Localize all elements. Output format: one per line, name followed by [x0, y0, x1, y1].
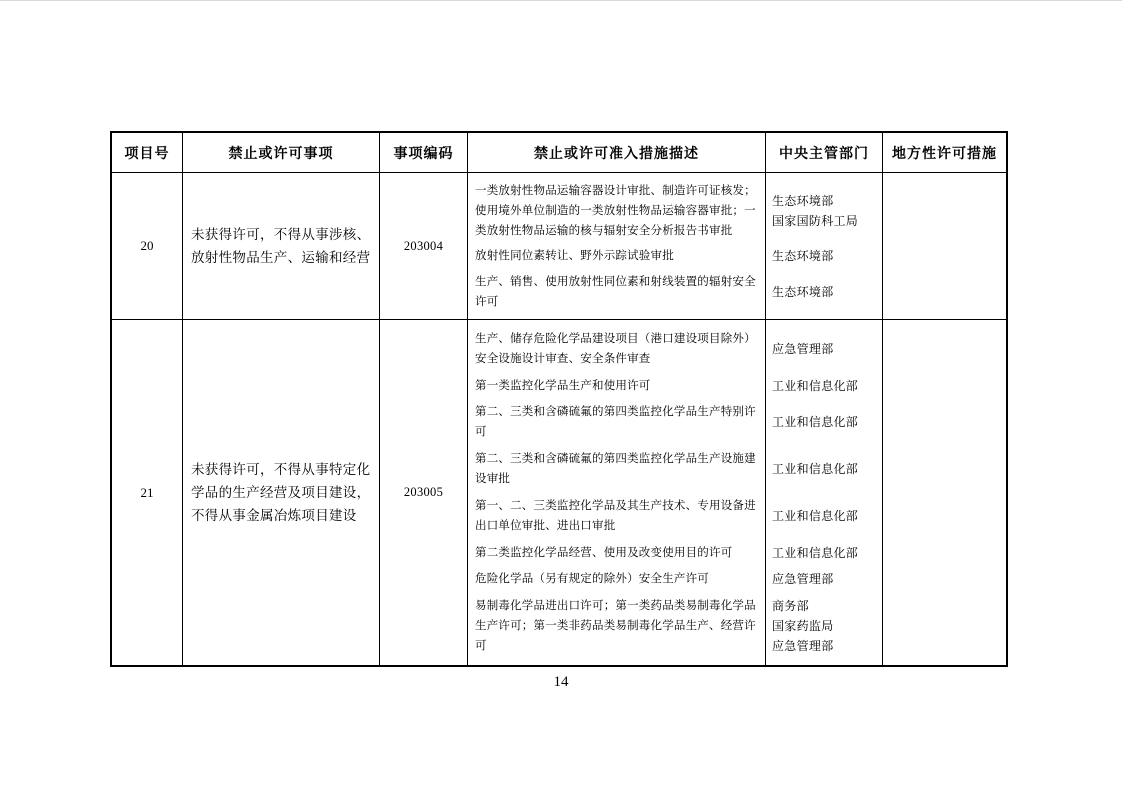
department-name: 工业和信息化部 — [772, 545, 859, 560]
cell-prohibited-item: 未获得许可，不得从事涉核、放射性物品生产、运输和经营 — [183, 173, 380, 319]
measure-description: 易制毒化学品进出口许可；第一类药品类易制毒化学品生产许可；第一类非药品类易制毒化学品生产、经营许可 — [475, 600, 756, 653]
measure-description: 第二、三类和含磷硫氟的第四类监控化学品生产特别许可 — [475, 406, 756, 439]
cell-item-number: 20 — [112, 173, 183, 319]
permit-items-table — [110, 131, 1008, 667]
cell-item-code: 203005 — [380, 320, 468, 665]
measure-departments — [766, 339, 882, 359]
table-row — [112, 172, 1006, 319]
header-item-code: 事项编码 — [380, 133, 468, 172]
department-name: 国家药监局 — [772, 619, 834, 634]
header-central-department: 中央主管部门 — [766, 133, 883, 172]
cell-item-code: 203004 — [380, 173, 468, 319]
department-name: 应急管理部 — [772, 639, 834, 654]
measure-description: 一类放射性物品运输容器设计审批、制造许可证核发；使用境外单位制造的一类放射性物品运输容器审批；一类放射性物品运输的核与辐射安全分析报告书审批 — [475, 184, 756, 237]
department-name: 工业和信息化部 — [772, 462, 859, 477]
measure-departments — [766, 282, 882, 302]
measure-departments — [766, 596, 882, 656]
cell-measures-and-departments — [468, 173, 883, 319]
header-item-number: 项目号 — [112, 133, 183, 172]
table-header-row — [112, 133, 1006, 172]
department-name: 工业和信息化部 — [772, 378, 859, 393]
measure-description: 第二、三类和含磷硫氟的第四类监控化学品生产设施建设审批 — [475, 453, 756, 486]
measure-row — [468, 246, 882, 266]
measure-departments — [766, 412, 882, 432]
measure-departments — [766, 191, 882, 231]
measure-description: 放射性同位素转让、野外示踪试验审批 — [475, 250, 674, 262]
department-name: 应急管理部 — [772, 341, 834, 356]
department-name: 工业和信息化部 — [772, 415, 859, 430]
measure-row — [468, 496, 882, 536]
department-name: 国家国防科工局 — [772, 213, 859, 228]
measure-row — [468, 181, 882, 241]
measure-departments — [766, 506, 882, 526]
measure-departments — [766, 459, 882, 479]
measure-departments — [766, 376, 882, 396]
department-name: 生态环境部 — [772, 193, 834, 208]
measure-row — [468, 272, 882, 312]
measure-description: 生产、储存危险化学品建设项目（港口建设项目除外）安全设施设计审查、安全条件审查 — [475, 332, 756, 365]
measure-departments — [766, 246, 882, 266]
measure-row — [468, 569, 882, 589]
measure-row — [468, 376, 882, 396]
header-prohibited-or-permitted-item: 禁止或许可事项 — [183, 133, 380, 172]
department-name: 商务部 — [772, 599, 809, 614]
header-access-measure-description: 禁止或许可准入措施描述 — [468, 133, 766, 172]
screenshot-top-edge-line — [0, 0, 1122, 1]
measure-row — [468, 596, 882, 656]
cell-measures-and-departments — [468, 320, 883, 665]
header-local-permit-measures: 地方性许可措施 — [892, 146, 997, 162]
table-row — [112, 319, 1006, 665]
measure-description: 第二类监控化学品经营、使用及改变使用目的许可 — [475, 546, 733, 559]
department-name: 生态环境部 — [772, 249, 834, 263]
measure-row — [468, 543, 882, 563]
cell-local-permit-measures — [883, 320, 1006, 665]
department-name: 应急管理部 — [772, 572, 834, 587]
table-body — [112, 172, 1006, 665]
measure-description: 生产、销售、使用放射性同位素和射线装置的辐射安全许可 — [475, 275, 756, 308]
measure-row — [468, 402, 882, 442]
measure-description: 第一、二、三类监控化学品及其生产技术、专用设备进出口单位审批、进出口审批 — [475, 499, 756, 532]
cell-prohibited-item: 未获得许可，不得从事特定化学品的生产经营及项目建设，不得从事金属冶炼项目建设 — [183, 320, 380, 665]
measure-description: 危险化学品（另有规定的除外）安全生产许可 — [475, 573, 709, 586]
measure-row — [468, 449, 882, 489]
department-name: 生态环境部 — [772, 284, 834, 299]
cell-item-number: 21 — [112, 320, 183, 665]
measure-description: 第一类监控化学品生产和使用许可 — [475, 379, 651, 392]
measure-departments — [766, 543, 882, 563]
cell-local-permit-measures — [883, 173, 1006, 319]
measure-departments — [766, 569, 882, 589]
department-name: 工业和信息化部 — [772, 508, 859, 523]
page-number: 14 — [553, 674, 569, 690]
measure-row — [468, 329, 882, 369]
